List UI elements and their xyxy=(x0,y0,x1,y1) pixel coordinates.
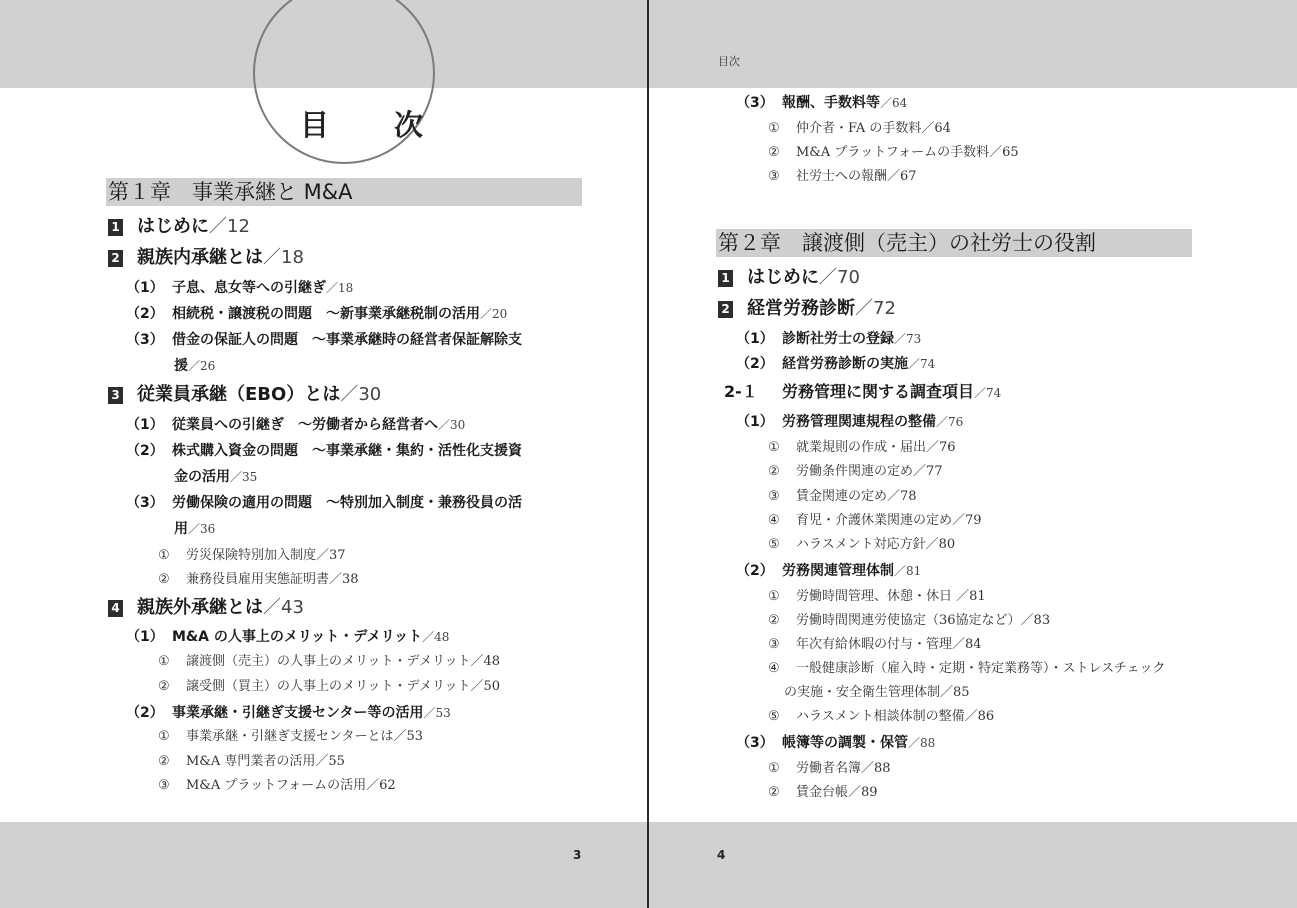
subsection-title-cont: 援 xyxy=(174,358,188,374)
page-ref: ／35 xyxy=(230,470,258,484)
item-title: 年次有給休暇の付与・管理／84 xyxy=(796,637,982,652)
toc-section xyxy=(718,300,896,318)
item-title: 労働時間関連労使協定（36協定など）／83 xyxy=(796,613,1051,628)
item-title: 育児・介護休業関連の定め／79 xyxy=(796,513,982,528)
toc-subsection-continued xyxy=(174,359,215,373)
page-ref: ／73 xyxy=(894,332,922,346)
section-title: はじめに xyxy=(137,216,209,237)
item-title: 賃金台帳／89 xyxy=(796,785,878,800)
subsection-label: （3） xyxy=(126,332,164,348)
subsection-title: 子息、息女等への引継ぎ xyxy=(172,280,326,296)
section-title: 親族内承継とは xyxy=(137,247,263,268)
item-title: 労働条件関連の定め／77 xyxy=(796,464,943,479)
subsection-title: 診断社労士の登録 xyxy=(782,331,894,347)
toc-subsection xyxy=(736,736,935,750)
subsection-title: M&A の人事上のメリット・デメリット xyxy=(172,629,423,645)
subsection-label: （2） xyxy=(126,443,164,459)
toc-item xyxy=(768,538,955,551)
subsection-title-cont: 金の活用 xyxy=(174,469,230,485)
subsection-title: 相続税・譲渡税の問題 ～新事業承継税制の活用 xyxy=(172,306,480,322)
page-ref: ／43 xyxy=(263,597,304,618)
section-number-badge: 4 xyxy=(108,600,123,617)
item-title: ハラスメント相談体制の整備／86 xyxy=(796,709,995,724)
item-title: 一般健康診断（雇入時・定期・特定業務等）・ストレスチェック xyxy=(796,661,1166,676)
toc-subsection xyxy=(126,496,522,510)
item-marker: ② xyxy=(768,613,780,628)
item-title: 労働者名簿／88 xyxy=(796,761,891,776)
item-marker: ① xyxy=(158,548,170,563)
page-ref: ／70 xyxy=(819,267,860,288)
item-marker: ① xyxy=(158,729,170,744)
section-title: はじめに xyxy=(747,267,819,288)
toc-subsection xyxy=(126,333,522,347)
toc-item xyxy=(768,465,943,478)
item-title: 就業規則の作成・届出／76 xyxy=(796,440,956,455)
toc-title: 目 次 xyxy=(300,108,442,142)
item-title: 労働時間管理、休憩・休日 ／81 xyxy=(796,589,986,604)
toc-item-continued: の実施・安全衛生管理体制／85 xyxy=(784,685,970,700)
subsection-title: 労務管理に関する調査項目 xyxy=(782,382,975,401)
subsection-label: （2） xyxy=(736,356,774,372)
toc-item xyxy=(768,638,982,651)
item-marker: ⑤ xyxy=(768,537,780,552)
item-marker: ② xyxy=(768,785,780,800)
page-ref: ／74 xyxy=(974,386,1002,400)
item-title: 兼務役員雇用実態証明書／38 xyxy=(186,572,359,587)
item-marker: ① xyxy=(158,654,170,669)
toc-subsection xyxy=(126,307,507,321)
item-title: 社労士への報酬／67 xyxy=(796,169,917,184)
subsection-title: 経営労務診断の実施 xyxy=(782,356,908,372)
subsection-label: （1） xyxy=(126,280,164,296)
page-number-left: 3 xyxy=(573,848,582,862)
subsection-label: （1） xyxy=(736,414,774,430)
toc-item xyxy=(158,680,500,693)
subsection-title: 帳簿等の調製・保管 xyxy=(782,735,908,751)
page-ref: ／36 xyxy=(188,522,216,536)
item-title: 譲渡側（売主）の人事上のメリット・デメリット／48 xyxy=(186,654,500,669)
subsection-label: （3） xyxy=(736,735,774,751)
subsection-label: （3） xyxy=(126,495,164,511)
subsection-title: 事業承継・引継ぎ支援センター等の活用 xyxy=(172,705,424,721)
toc-subsection xyxy=(736,332,921,346)
page-ref: ／64 xyxy=(880,96,908,110)
subsection-label: （2） xyxy=(126,306,164,322)
item-marker: ② xyxy=(158,679,170,694)
toc-section xyxy=(108,386,381,404)
toc-subsection xyxy=(126,418,465,432)
toc-subsection xyxy=(736,415,963,429)
page-ref: ／88 xyxy=(908,736,936,750)
item-marker: ② xyxy=(768,464,780,479)
page-number-right: 4 xyxy=(717,848,726,862)
toc-subsection xyxy=(126,630,449,644)
item-marker: ③ xyxy=(768,489,780,504)
chapter-2-heading: 第２章 譲渡側（売主）の社労士の役割 xyxy=(716,229,1192,257)
item-marker: ① xyxy=(768,121,780,136)
page-ref: ／30 xyxy=(438,418,466,432)
item-title: 賃金関連の定め／78 xyxy=(796,489,917,504)
item-title: 労災保険特別加入制度／37 xyxy=(186,548,346,563)
toc-item xyxy=(768,122,951,135)
item-marker: ① xyxy=(768,589,780,604)
item-marker: ② xyxy=(768,145,780,160)
section-number-badge: 3 xyxy=(108,387,123,404)
item-marker: ③ xyxy=(768,169,780,184)
page-ref: ／81 xyxy=(894,564,922,578)
chapter-1-heading: 第１章 事業承継と M&A xyxy=(106,178,582,206)
section-number-badge: 1 xyxy=(718,270,733,287)
item-title: 譲受側（買主）の人事上のメリット・デメリット／50 xyxy=(186,679,500,694)
item-title: 仲介者・FA の手数料／64 xyxy=(796,121,951,136)
subsection-label: （1） xyxy=(126,629,164,645)
item-title: ハラスメント対応方針／80 xyxy=(796,537,956,552)
subsection-label: （3） xyxy=(736,95,774,111)
toc-item xyxy=(768,146,1019,159)
page-ref: ／53 xyxy=(423,706,451,720)
toc-item xyxy=(768,490,917,503)
toc-subsection xyxy=(736,96,907,110)
toc-subsection xyxy=(126,706,451,720)
item-marker: ④ xyxy=(768,513,780,528)
subsection-title: 株式購入資金の問題 ～事業承継・集約・活性化支援資 xyxy=(172,443,522,459)
toc-item xyxy=(768,590,986,603)
toc-section xyxy=(108,599,304,617)
toc-item xyxy=(158,755,345,768)
subsection-label: 2-１ xyxy=(724,382,758,401)
item-title: M&A プラットフォームの手数料／65 xyxy=(796,145,1019,160)
toc-item xyxy=(768,762,891,775)
item-marker: ① xyxy=(768,440,780,455)
section-number-badge: 1 xyxy=(108,219,123,236)
page-ref: ／20 xyxy=(480,307,508,321)
subsection-label: （2） xyxy=(736,563,774,579)
page-ref: ／74 xyxy=(908,357,936,371)
subsection-title: 労務管理関連規程の整備 xyxy=(782,414,936,430)
subsection-label: （1） xyxy=(736,331,774,347)
toc-subsection xyxy=(724,384,1001,400)
page-ref: ／72 xyxy=(855,298,896,319)
toc-subsection xyxy=(736,357,935,371)
item-marker: ① xyxy=(768,761,780,776)
page-ref: ／26 xyxy=(188,359,216,373)
toc-item xyxy=(768,514,982,527)
section-title: 経営労務診断 xyxy=(747,298,855,319)
subsection-title-cont: 用 xyxy=(174,521,188,537)
page-ref: ／18 xyxy=(326,281,354,295)
toc-section xyxy=(108,249,304,267)
toc-item xyxy=(158,655,500,668)
toc-item xyxy=(768,614,1050,627)
toc-subsection xyxy=(126,444,522,458)
item-title: 事業承継・引継ぎ支援センターとは／53 xyxy=(186,729,424,744)
toc-item xyxy=(158,549,346,562)
subsection-label: （2） xyxy=(126,705,164,721)
toc-subsection-continued xyxy=(174,522,215,536)
toc-item xyxy=(158,779,396,792)
toc-item xyxy=(768,786,878,799)
running-head: 目次 xyxy=(718,55,740,68)
toc-item xyxy=(768,441,956,454)
page-ref: ／18 xyxy=(263,247,304,268)
page-ref: ／76 xyxy=(936,415,964,429)
toc-subsection xyxy=(126,281,353,295)
item-title: M&A プラットフォームの活用／62 xyxy=(186,778,396,793)
item-marker: ② xyxy=(158,754,170,769)
page-ref: ／12 xyxy=(209,216,250,237)
section-number-badge: 2 xyxy=(718,301,733,318)
item-marker: ④ xyxy=(768,661,780,676)
toc-item xyxy=(158,730,423,743)
item-title: M&A 専門業者の活用／55 xyxy=(186,754,345,769)
toc-subsection xyxy=(736,564,921,578)
toc-section xyxy=(108,218,250,236)
item-marker: ⑤ xyxy=(768,709,780,724)
toc-section xyxy=(718,269,860,287)
item-marker: ③ xyxy=(768,637,780,652)
item-marker: ② xyxy=(158,572,170,587)
subsection-title: 労務関連管理体制 xyxy=(782,563,894,579)
page-ref: ／30 xyxy=(340,384,382,405)
page-gutter xyxy=(647,0,649,908)
item-marker: ③ xyxy=(158,778,170,793)
section-number-badge: 2 xyxy=(108,250,123,267)
subsection-label: （1） xyxy=(126,417,164,433)
toc-item xyxy=(768,710,994,723)
toc-item xyxy=(768,170,917,183)
section-title: 親族外承継とは xyxy=(137,597,263,618)
subsection-title: 労働保険の適用の問題 ～特別加入制度・兼務役員の活 xyxy=(172,495,522,511)
subsection-title: 借金の保証人の問題 ～事業承継時の経営者保証解除支 xyxy=(172,332,522,348)
page-ref: ／48 xyxy=(422,630,450,644)
toc-item xyxy=(768,662,1165,675)
toc-item xyxy=(158,573,359,586)
section-title: 従業員承継（EBO）とは xyxy=(137,384,341,405)
toc-subsection-continued xyxy=(174,470,257,484)
subsection-title: 報酬、手数料等 xyxy=(782,95,880,111)
subsection-title: 従業員への引継ぎ ～労働者から経営者へ xyxy=(172,417,438,433)
